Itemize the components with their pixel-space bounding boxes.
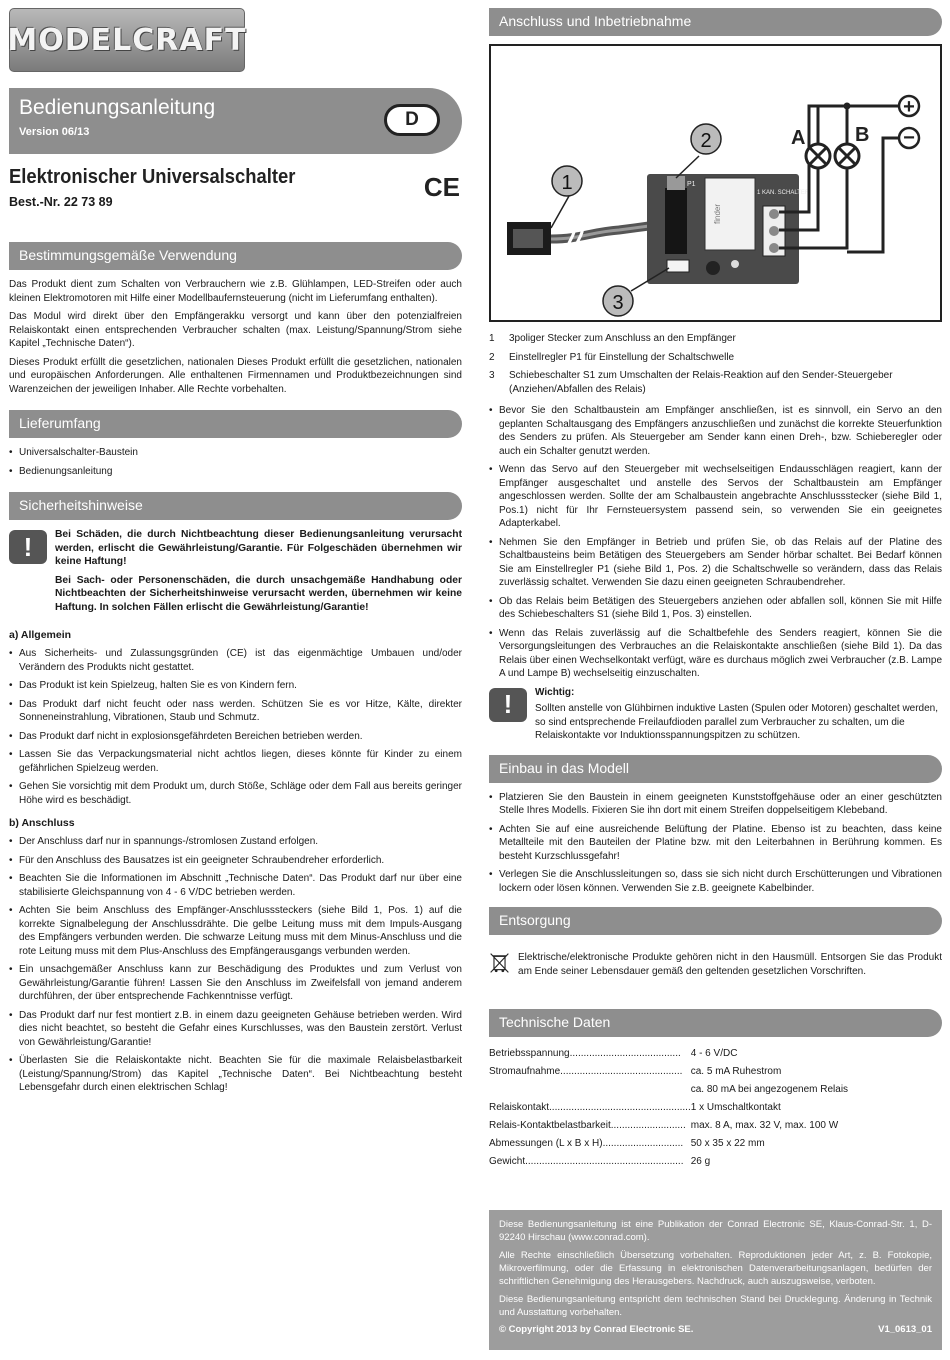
figure-legend — [489, 332, 942, 396]
list-item: • Wenn das Relais zuverlässig auf die Schaltbefehle des Senders reagiert, können Sie die Versorgungsleitungen des Verbrauches an die Relaiskontakte anschließen (siehe Bild 1). Da das Relais über einen Wechselkontakt verfügt, wäre es durchaus möglich zwei Verbraucher (z.B. Lampe A und Lampe B) wechselseitig einzuschalten. — [489, 627, 942, 681]
ic-chip — [665, 188, 687, 254]
imprint-text: Diese Bedienungsanleitung ist eine Publikation der Conrad Electronic SE, Klaus-Conrad-Str. 1, D-92240 Hirschau (www.conrad.com). — [499, 1219, 932, 1243]
spec-key: Betriebsspannung........................................ — [489, 1048, 681, 1059]
legend-number: 1 — [489, 333, 495, 344]
spec-value: 4 - 6 V/DC — [690, 1048, 738, 1059]
list-item: • Das Produkt darf nicht in explosionsgefährdeten Bereichen betrieben werden. — [9, 730, 462, 744]
section-heading: Einbau in das Modell — [489, 755, 942, 783]
spec-value: max. 8 A, max. 32 V, max. 100 W — [690, 1120, 839, 1131]
general-safety-list — [9, 647, 462, 807]
legend-text: 3poliger Stecker zum Anschluss an den Empfänger — [509, 333, 736, 344]
lamp-b-icon — [835, 144, 859, 168]
imprint-text: Alle Rechte einschließlich Übersetzung vorbehalten. Reproduktionen jeder Art, z. B. Fotokopie, Mikroverfilmung, oder die Erfassung in elektronischen Datenverarbeitungsanlagen, bedürfen der schriftlichen Genehmigung des Herausgebers. Nachdruck, auch auszugsweise, verboten. — [499, 1250, 932, 1287]
section-heading: Sicherheitshinweise — [9, 492, 462, 520]
product-name: Elektronischer Universalschalter — [9, 166, 296, 188]
title-bar — [9, 88, 462, 154]
product-header — [9, 166, 462, 222]
list-item: • Nehmen Sie den Empfänger in Betrieb und prüfen Sie, ob das Relais auf der Platine des Schaltbausteins beim Betätigen des Steuergebers am Sender hörbar schaltet. Bei Bedarf können Sie am Einstellregler P1 (siehe Bild 1, Pos. 2) die Schaltschwelle so verändern, dass das Relais zuverlässig schaltet. Verwenden Sie dazu einen geeigneten Schraubendreher. — [489, 536, 942, 590]
wiring-diagram — [491, 46, 940, 320]
list-item: • Bedienungsanleitung — [9, 465, 462, 479]
callout-2-label: 2 — [700, 130, 712, 152]
potentiometer-p1 — [667, 176, 685, 190]
modelcraft-logo — [9, 8, 245, 72]
warning-block — [9, 528, 462, 619]
terminal-screw — [769, 209, 779, 219]
note-text: Sollten anstelle von Glühbirnen induktive Lasten (Spulen oder Motoren) geschaltet werden, so sind entsprechende Freilaufdioden parallel zum Verbraucher zu schalten, um die Relaiskontakte vor Induktionsspannungspitzen zu schützen. — [535, 703, 939, 741]
list-item: • Achten Sie auf eine ausreichende Belüftung der Platine. Ebenso ist zu beachten, dass keine Metallteile mit den Bauteilen der Platine bzw. mit den Leiterbahnen in Berührung kommen. Es besteht Kurzschlussgefahr! — [489, 823, 942, 864]
list-item: • Bevor Sie den Schaltbaustein am Empfänger anschließen, ist es sinnvoll, ein Servo an den geplanten Schaltausgang des Empfängers anzuschließen und zunächst die korrekte Steuerfunktion des Senders zu prüfen. Als Steuergeber am Sender kann einen Dreh-, bzw. Schieberegler oder auch ein Schalter genutzt werden. — [489, 404, 942, 458]
paragraph: Dieses Produkt erfüllt die gesetzlichen, nationalen Dieses Produkt erfüllt die gesetzlichen, nationalen und europäischen Anforderungen. Alle enthaltenen Firmennamen und Produktbezeichnungen sind Warenzeichen der jeweiligen Inhaber. Alle Rechte vorbehalten. — [9, 356, 462, 395]
list-item: • Das Produkt darf nur fest montiert z.B. in einem dazu geeigneten Gehäuse betrieben werden. Wird dies nicht beachtet, so besteht die Gefahr eines Kurschlusses, was den Baustein zerstört. Verlust von Gewährleistung/Garantie! — [9, 1009, 462, 1050]
list-item: • Wenn das Servo auf den Steuergeber mit wechselseitigen Endausschlägen reagiert, kann der Empfänger ausgeschaltet und anstelle des Servos der Schaltbaustein am Empfänger angeschlossen werden. Sollte der am Schalbaustein angebrachte Anschlussstecker (siehe Bild 1, Pos.1) nicht für Ihr Fernsteuersystem passend sein, so verwenden Sie ein geeignetes Adapterkabel. — [489, 463, 942, 531]
list-item: • Beachten Sie die Informationen im Abschnitt „Technische Daten“. Das Produkt darf nur über eine stabilisierte Gleichspannung von 4 - 6 V/DC betrieben werden. — [9, 872, 462, 899]
plus-label: + — [903, 96, 915, 118]
section-heading: Anschluss und Inbetriebnahme — [489, 8, 942, 36]
legend-text: Einstellregler P1 für Einstellung der Schaltschwelle — [509, 351, 735, 363]
language-badge: D — [384, 104, 440, 136]
legend-item — [489, 351, 942, 365]
delivery-list — [9, 446, 462, 478]
list-item: • Lassen Sie das Verpackungsmaterial nicht achtlos liegen, dieses könnte für Kinder zu einem gefährlichen Spielzeug werden. — [9, 748, 462, 775]
legend-item — [489, 369, 942, 396]
lamp-a-icon — [806, 144, 830, 168]
important-note — [489, 686, 942, 743]
spec-key: Relais-Kontaktbelastbarkeit........................... — [489, 1120, 686, 1131]
section-heading: Entsorgung — [489, 907, 942, 935]
table-row — [489, 1081, 942, 1099]
legend-item — [489, 332, 942, 346]
spec-key: Relaiskontakt................................................... — [489, 1102, 691, 1113]
terminal-screw — [769, 243, 779, 253]
component — [731, 260, 739, 268]
lamp-a-label: A — [791, 127, 806, 149]
spec-value: 26 g — [690, 1156, 711, 1167]
subsection-heading: b) Anschluss — [9, 817, 75, 829]
spec-key: Stromaufnahme............................................ — [489, 1066, 683, 1077]
imprint-text: Diese Bedienungsanleitung entspricht dem technischen Stand bei Drucklegung. Änderung in Technik und Ausstattung vorbehalten. — [499, 1294, 932, 1318]
tech-data-table — [489, 1045, 942, 1171]
pcb-label: 1 KAN. SCHALTER — [757, 190, 810, 196]
copyright: © Copyright 2013 by Conrad Electronic SE. — [499, 1324, 694, 1335]
list-item: • Aus Sicherheits- und Zulassungsgründen (CE) ist das eigenmächtige Umbauen und/oder Verändern des Produkts nicht gestattet. — [9, 647, 462, 674]
junction-dot — [844, 103, 851, 110]
brand-text: MODELCRAFT — [7, 22, 247, 58]
list-item: • Gehen Sie vorsichtig mit dem Produkt um, durch Stöße, Schläge oder dem Fall aus bereits geringer Höhe wird es beschädigt. — [9, 780, 462, 807]
ce-mark-icon: CE — [423, 172, 460, 202]
warning-icon: ! — [489, 688, 527, 722]
spec-key: Abmessungen (L x B x H)............................. — [489, 1138, 684, 1149]
list-item: • Für den Anschluss des Bausatzes ist ein geeigneter Schraubendreher erforderlich. — [9, 854, 462, 868]
spec-value: 50 x 35 x 22 mm — [690, 1138, 765, 1149]
callout-3-label: 3 — [612, 292, 624, 314]
list-item: • Ob das Relais beim Betätigen des Steuergebers anziehen oder abfallen soll, können Sie mit Hilfe des Schiebeschalters S1 (siehe Bild 1, Pos. 3) einstellen. — [489, 595, 942, 622]
wiring-figure — [489, 44, 942, 322]
installation-list — [489, 791, 942, 896]
pcb-p1-label: P1 — [687, 181, 696, 188]
list-item: • Überlasten Sie die Relaiskontakte nicht. Beachten Sie für die maximale Relaisbelastbarkeit (Leistung/Spannung/Strom) das Kapitel „Technische Daten“. Bei Nichtbeachtung besteht Lebensgefahr durch einen elektrischen Schlag! — [9, 1054, 462, 1095]
paragraph: Das Produkt dient zum Schalten von Verbrauchern wie z.B. Glühlampen, LED-Streifen oder auch kleinen Elektromotoren mit Hilfe einer Modellbaufernsteuerung (nicht im Lieferumfang enthalten). — [9, 279, 462, 304]
capacitor — [706, 261, 720, 275]
table-row — [489, 1063, 942, 1081]
right-column — [489, 8, 942, 1171]
callout-line — [551, 196, 569, 228]
relay-brand: finder — [713, 203, 722, 224]
order-number: Best.-Nr. 22 73 89 — [9, 195, 113, 209]
warning-text: Bei Schäden, die durch Nichtbeachtung dieser Bedienungsanleitung verursacht werden, erlischt die Gewährleistung/Garantie. Für Folgeschäden übernehmen wir keine Haftung! — [55, 529, 462, 567]
list-item: • Universalschalter-Baustein — [9, 446, 462, 460]
list-item: • Platzieren Sie den Baustein in einem geeigneten Kunststoffgehäuse oder an einer geschützten Stelle Ihres Modells. Fixieren Sie ihn dort mit einem Streifen doppelseitigem Klebeband. — [489, 791, 942, 818]
table-row — [489, 1045, 942, 1063]
subsection-heading: a) Allgemein — [9, 629, 72, 641]
spec-key — [489, 1081, 691, 1099]
list-item: • Ein unsachgemäßer Anschluss kann zur Beschädigung des Produktes und zum Verlust von Gewährleistung/Garantie führen! Lassen Sie den Anschluss im Zweifelsfall von jemand anderem durchführen, der über entsprechende Fachkenntnisse verfügt. — [9, 963, 462, 1004]
note-title: Wichtig: — [535, 686, 575, 698]
document-code: V1_0613_01 — [878, 1324, 932, 1335]
terminal-screw — [769, 226, 779, 236]
minus-label: − — [903, 127, 915, 149]
disposal-block — [489, 943, 942, 983]
lamp-b-label: B — [855, 124, 870, 146]
list-item: • Das Produkt ist kein Spielzeug, halten Sie es von Kindern fern. — [9, 679, 462, 693]
list-item: • Das Produkt darf nicht feucht oder nass werden. Schützen Sie es vor Hitze, Kälte, direkter Sonneneinstrahlung, Vibrationen, Staub und Schmutz. — [9, 698, 462, 725]
left-column — [9, 8, 462, 1100]
legend-number: 2 — [489, 351, 495, 363]
spec-value: ca. 5 mA Ruhestrom — [690, 1066, 782, 1077]
table-row — [489, 1135, 942, 1153]
spec-value: ca. 80 mA bei angezogenem Relais — [690, 1084, 849, 1095]
table-row — [489, 1099, 942, 1117]
doc-title: Bedienungsanleitung — [19, 96, 216, 119]
connector-socket — [513, 229, 543, 248]
commissioning-list — [489, 404, 942, 681]
connection-safety-list — [9, 835, 462, 1095]
table-row — [489, 1117, 942, 1135]
slide-switch-s1 — [667, 260, 689, 272]
section-heading: Lieferumfang — [9, 410, 462, 438]
imprint-footer — [489, 1210, 942, 1350]
section-heading: Bestimmungsgemäße Verwendung — [9, 242, 462, 270]
warning-icon: ! — [9, 530, 47, 564]
spec-value: 1 x Umschaltkontakt — [690, 1102, 781, 1113]
legend-text: Schiebeschalter S1 zum Umschalten der Relais-Reaktion auf den Sender-Steuergeber (Anziehen/Abfallen des Relais) — [509, 370, 893, 395]
warning-text: Bei Sach- oder Personenschäden, die durch unsachgemäße Handhabung oder Nichtbeachten der Sicherheitshinweise verursacht werden, übernehmen wir keine Haftung. In solchen Fällen erlischt die Gewährleistung/Garantie! — [55, 574, 462, 613]
list-item: • Achten Sie beim Anschluss des Empfänger-Anschlusssteckers (siehe Bild 1, Pos. 1) auf die korrekte Signalbelegung der Anschlussdrähte. Die gelbe Leitung muss mit dem Impuls-Ausgang des Empfängers verbunden werden. Die schwarze Leitung muss mit dem Minus-Anschluss und die rote Leitung muss mit dem Plus-Anschluss des Empfängerausgangs verbunden werden. — [9, 904, 462, 958]
doc-version: Version 06/13 — [19, 126, 90, 138]
callout-1-label: 1 — [561, 172, 573, 194]
spec-key: Gewicht......................................................... — [489, 1156, 684, 1167]
paragraph: Das Modul wird direkt über den Empfängerakku versorgt und kann über den potenzialfreien Relaiskontakt einen entsprechenden Verbraucher schalten (max. Leistung/Spannung/Strom siehe Kapitel „Technische Daten“). — [9, 311, 462, 349]
disposal-text: Elektrische/elektronische Produkte gehören nicht in den Hausmüll. Entsorgen Sie das Produkt am Ende seiner Lebensdauer gemäß den geltenden gesetzlichen Vorschriften. — [518, 952, 942, 977]
crossed-bin-icon — [489, 943, 510, 983]
list-item: • Verlegen Sie die Anschlussleitungen so, dass sie sich nicht durch Erschütterungen und Vibrationen lockern oder lösen können. Verwenden Sie z.B. geeignete Kabelbinder. — [489, 868, 942, 895]
table-row — [489, 1153, 942, 1171]
legend-number: 3 — [489, 370, 495, 381]
section-heading: Technische Daten — [489, 1009, 942, 1037]
list-item: • Der Anschluss darf nur in spannungs-/stromlosen Zustand erfolgen. — [9, 835, 462, 849]
